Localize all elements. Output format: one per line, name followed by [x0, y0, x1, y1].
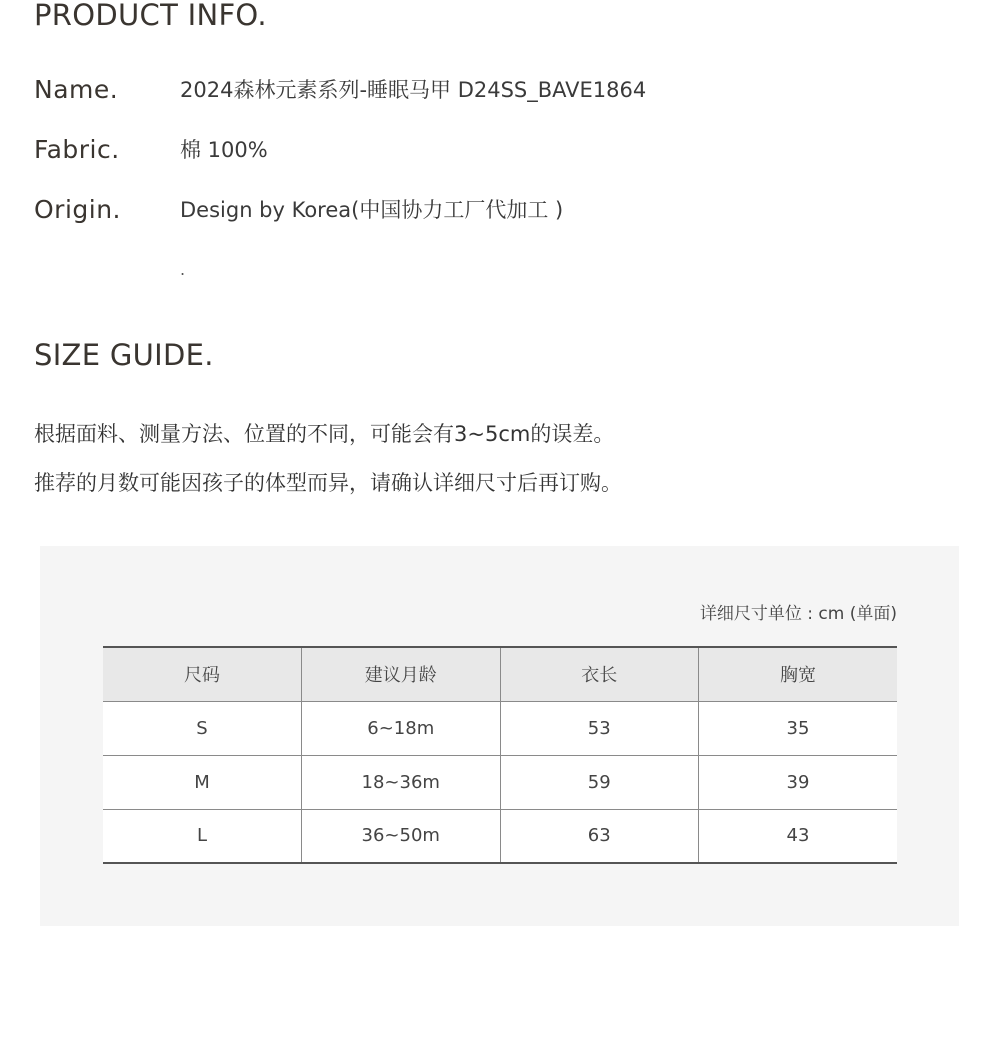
table-row — [103, 701, 897, 755]
cell-length: 59 — [500, 755, 699, 809]
cell-chest: 43 — [699, 809, 898, 863]
size-table — [103, 646, 897, 864]
size-guide-title: SIZE GUIDE. — [34, 338, 214, 372]
info-value-fabric: 棉 100% — [180, 138, 268, 162]
info-row-name — [34, 73, 934, 107]
cell-age: 18~36m — [302, 755, 501, 809]
table-row — [103, 755, 897, 809]
size-note-measurement: 根据面料、测量方法、位置的不同，可能会有3~5cm的误差。 — [34, 422, 615, 446]
info-value-name: 2024森林元素系列-睡眠马甲 D24SS_BAVE1864 — [180, 78, 647, 102]
info-value-origin: Design by Korea(中国协力工厂代加工 ) — [180, 198, 564, 222]
size-table-panel — [40, 546, 959, 926]
header-size: 尺码 — [103, 647, 302, 701]
info-row-fabric — [34, 133, 934, 167]
size-note-recommendation: 推荐的月数可能因孩子的体型而异，请确认详细尺寸后再订购。 — [34, 471, 622, 495]
cell-size: M — [103, 755, 302, 809]
cell-length: 53 — [500, 701, 699, 755]
cell-age: 36~50m — [302, 809, 501, 863]
cell-chest: 39 — [699, 755, 898, 809]
cell-size: S — [103, 701, 302, 755]
product-info-title: PRODUCT INFO. — [34, 0, 267, 32]
cell-size: L — [103, 809, 302, 863]
header-age: 建议月龄 — [302, 647, 501, 701]
info-row-origin — [34, 193, 934, 227]
cell-age: 6~18m — [302, 701, 501, 755]
info-label-fabric: Fabric. — [34, 135, 120, 164]
info-label-origin: Origin. — [34, 195, 122, 224]
info-label-name: Name. — [34, 75, 119, 104]
table-header-row — [103, 647, 897, 701]
cell-length: 63 — [500, 809, 699, 863]
cell-chest: 35 — [699, 701, 898, 755]
header-chest: 胸宽 — [699, 647, 898, 701]
size-unit-label: 详细尺寸单位 : cm (单面) — [699, 604, 897, 624]
header-length: 衣长 — [500, 647, 699, 701]
table-row — [103, 809, 897, 863]
trailing-dot: . — [180, 260, 186, 279]
